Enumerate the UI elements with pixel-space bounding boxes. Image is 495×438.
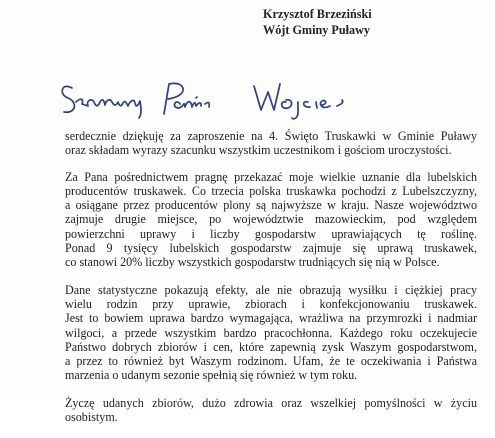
paragraph-line: Za Pana pośrednictwem pragnę przekazać moje wielkie uznanie dla lubelskich	[65, 169, 477, 184]
paragraph-statistics	[65, 283, 477, 383]
paragraph-line: marzenia o udanym sezonie spełnią się również w tym roku.	[65, 368, 358, 383]
handwritten-salutation	[58, 74, 358, 124]
paragraph-line: producentów truskawek. Co trzecia polska truskawka pochodzi z Lubelszczyzny,	[65, 183, 477, 198]
paragraph-line: Jest to bowiem uprawa bardzo wymagająca, wrażliwa na przymrozki i nadmiar	[65, 311, 477, 326]
paragraph-line: Dane statystyczne pokazują efekty, ale nie obrazują wysiłku i ciężkiej pracy	[65, 282, 477, 297]
addressee-title: Wójt Gminy Puławy	[263, 23, 370, 37]
paragraph-line: a osiągane przez producentów plony są najwyższe w kraju. Nasze województwo	[65, 198, 477, 213]
paragraph-wishes	[65, 396, 477, 425]
paragraph-line: serdecznie dziękuję za zaproszenie na 4. Święto Truskawki w Gminie Puławy	[65, 129, 477, 143]
paragraph-line: Ponad 9 tysięcy lubelskich gospodarstw zajmuje się uprawą truskawek,	[65, 241, 477, 256]
paragraph-line: Życzę udanych zbiorów, dużo zdrowia oraz wszelkiej pomyślności w życiu	[65, 395, 477, 410]
addressee-block	[263, 6, 372, 38]
handwritten-salutation-image	[58, 74, 358, 124]
paragraph-line: zajmuje drugie miejsce, po województwie mazowieckim, pod względem	[65, 212, 477, 227]
letter-body	[65, 129, 477, 438]
paragraph-line: co stanowi 20% liczby wszystkich gospodarstw trudniących się nią w Polsce.	[65, 255, 440, 270]
addressee-name: Krzysztof Brzeziński	[263, 7, 372, 21]
paragraph-line: wielu rodzin przy uprawie, zbiorach i konfekcjonowaniu truskawek.	[65, 296, 477, 311]
paragraph-line: Państwo dobrych zbiorów i cen, które zapewnią zysk Waszym gospodarstwom,	[65, 339, 477, 354]
paragraph-line: a przez to również byt Waszym rodzinom. Ufam, że te oczekiwania i Państwa	[65, 354, 477, 369]
paragraph-line: osobistym.	[65, 410, 118, 425]
paragraph-producers	[65, 170, 477, 270]
paragraph-line: oraz składam wyrazy szacunku wszystkim uczestnikom i gościom uroczystości.	[65, 143, 452, 158]
paragraph-thanks	[65, 129, 477, 158]
paragraph-line: powierzchni uprawy i liczby gospodarstw uprawiających tę roślinę.	[65, 226, 477, 241]
paragraph-line: wilgoci, a przede wszystkim bardzo pracochłonna. Każdego roku oczekujecie	[65, 325, 477, 340]
